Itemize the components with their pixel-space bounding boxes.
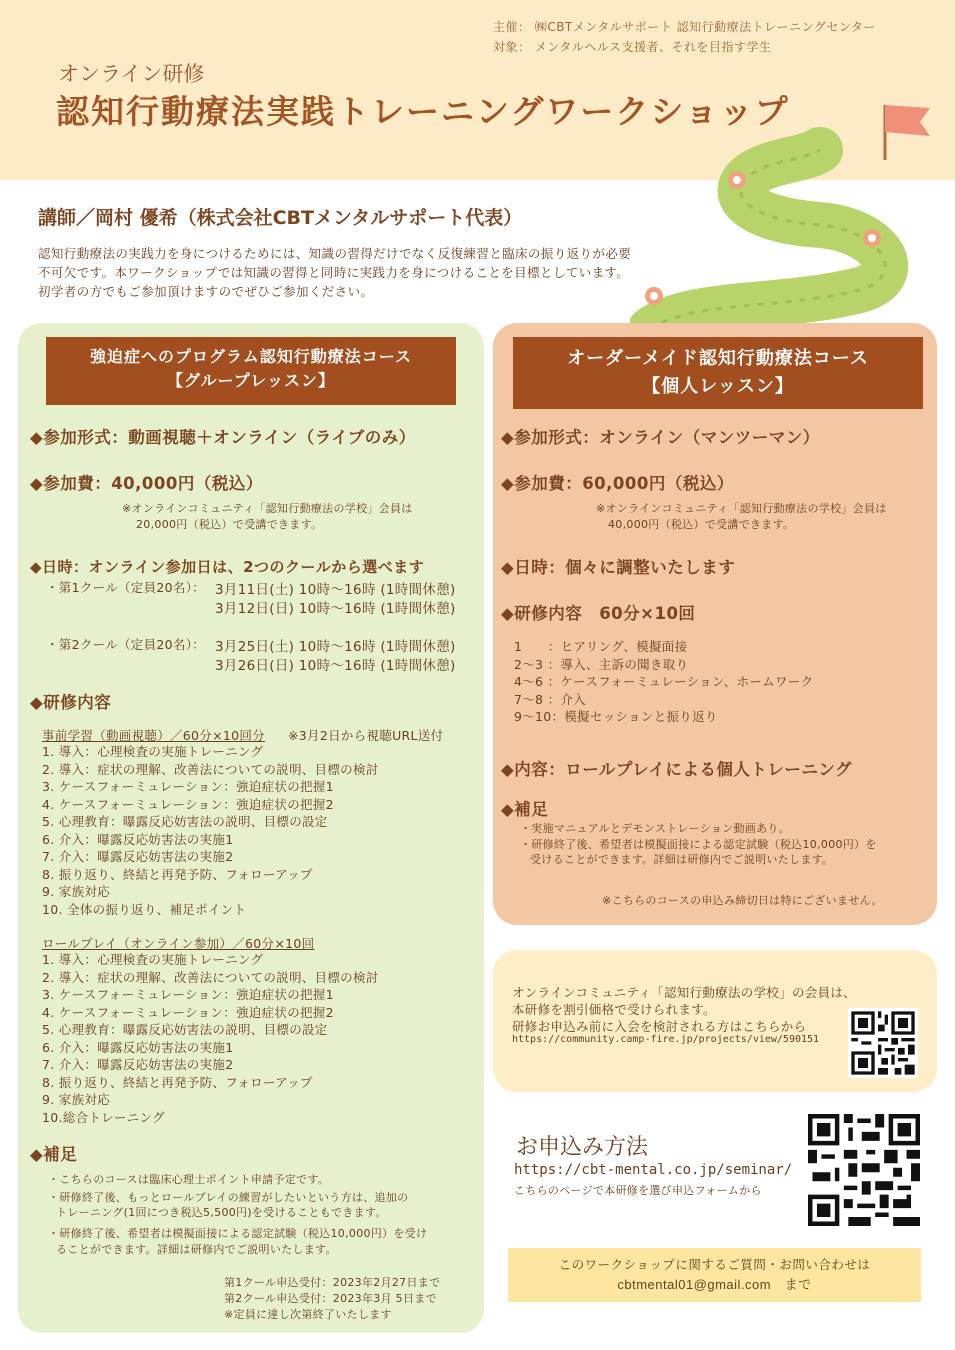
- banner-subtitle: 【個人レッスン】: [642, 376, 794, 397]
- contact-text: このワークショップに関するご質問・お問い合わせは: [558, 1257, 871, 1272]
- list-item: 10. 全体の振り返り、補足ポイント: [42, 901, 247, 917]
- apply-heading: お申込み方法: [516, 1135, 649, 1160]
- list-item: 4. ケースフォーミュレーション：強迫症状の把握2: [42, 1004, 334, 1020]
- fee-text: ◆参加費：40,000円（税込）: [30, 474, 263, 493]
- fee-text: ◆参加費：60,000円（税込）: [501, 474, 734, 493]
- content-detail: ◆内容：ロールプレイによる個人トレーニング: [501, 760, 853, 779]
- contact-email[interactable]: cbtmental01@gmail.com まで: [617, 1277, 812, 1292]
- supplement-text: ・こちらのコースは臨床心理士ポイント申請予定です。: [48, 1173, 330, 1186]
- community-text: 研修お申込み前に入会を検討される方はこちらから: [512, 1019, 807, 1034]
- audience-text: 対象： メンタルヘルス支援者、それを目指す学生: [493, 40, 772, 54]
- deadline-note: ※定員に達し次第終了いたします: [224, 1308, 392, 1321]
- pre-study-heading: 事前学習（動画視聴）／60分×10回分: [42, 728, 265, 743]
- qr-code-icon[interactable]: [848, 1008, 918, 1078]
- deadline-note: ※こちらのコースの申込み締切日は特にございません。: [602, 894, 883, 907]
- pre-study-list: [42, 743, 379, 918]
- supplement-text: ることができます。詳細は研修内でご説明いたします。: [56, 1243, 337, 1256]
- list-item: 8. 振り返り、終結と再発予防、フォローアップ: [42, 866, 313, 882]
- list-item: 8. 振り返り、終結と再発予防、フォローアップ: [42, 1074, 313, 1090]
- date-text: ◆日時：個々に調整いたします: [501, 558, 736, 577]
- winding-road-illustration: [630, 100, 930, 330]
- supplement-text: ・研修終了後、希望者は模擬面接による認定試験（税込10,000円）を: [520, 838, 877, 851]
- content-list: [514, 638, 813, 726]
- community-text: オンラインコミュニティ「認知行動療法の学校」の会員は、: [512, 985, 856, 1000]
- cool1-day1: 3月11日(土) 10時〜16時 (1時間休憩): [215, 582, 456, 598]
- supplement-text: 受けることができます。詳細は研修内でご説明いたします。: [530, 853, 834, 866]
- list-item: 9. 家族対応: [42, 1092, 110, 1107]
- page-subtitle: オンライン研修: [58, 62, 205, 86]
- list-item: 1. 導入：心理検査の実施トレーニング: [42, 952, 264, 967]
- roleplay-heading: ロールプレイ（オンライン参加）／60分×10回: [42, 936, 315, 951]
- deadline-text: 第1クール申込受付：2023年2月27日まで: [224, 1276, 441, 1289]
- banner-title: 強迫症へのプログラム認知行動療法コース: [89, 347, 413, 366]
- pin-icon: [728, 171, 746, 189]
- flag-icon: [885, 105, 930, 136]
- list-item: 9. 家族対応: [42, 884, 110, 899]
- banner-subtitle: 【グループレッスン】: [167, 371, 335, 390]
- apply-note: こちらのページで本研修を選び申込フォームから: [514, 1184, 762, 1197]
- list-item: 3. ケースフォーミュレーション：強迫症状の把握1: [42, 987, 334, 1002]
- supplement-heading: ◆補足: [501, 800, 549, 819]
- group-course-banner: [46, 337, 456, 405]
- supplement-heading: ◆補足: [30, 1145, 78, 1164]
- individual-course-banner: [513, 337, 923, 409]
- supplement-text: ・研修終了後、希望者は模擬面接による認定試験（税込10,000円）を受け: [48, 1227, 428, 1240]
- list-item: 7. 介入：曝露反応妨害法の実施2: [42, 849, 234, 864]
- fee-note: ※オンラインコミュニティ「認知行動療法の学校」会員は: [122, 502, 413, 515]
- pre-study-note: ※3月2日から視聴URL送付: [288, 728, 444, 743]
- list-item: 7〜8 ：介入: [514, 691, 586, 707]
- organizer-text: 主催： ㈱CBTメンタルサポート 認知行動療法トレーニングセンター: [493, 20, 876, 34]
- list-item: 5. 心理教育：曝露反応妨害法の説明、目標の設定: [42, 1022, 328, 1037]
- list-item: 1. 導入：心理検査の実施トレーニング: [42, 744, 264, 759]
- list-item: 10.総合トレーニング: [42, 1109, 165, 1125]
- supplement-text: トレーニング(1回につき税込5,500円)を受けることもできます。: [56, 1206, 387, 1219]
- cool1-day2: 3月12日(日) 10時〜16時 (1時間休憩): [215, 601, 456, 617]
- list-item: 2. 導入：症状の理解、改善法についての説明、目標の検討: [42, 761, 379, 777]
- list-item: 7. 介入：曝露反応妨害法の実施2: [42, 1057, 234, 1072]
- supplement-text: ・実施マニュアルとデモンストレーション動画あり。: [520, 822, 790, 835]
- list-item: 2. 導入：症状の理解、改善法についての説明、目標の検討: [42, 969, 379, 985]
- content-heading: ◆研修内容 60分×10回: [501, 604, 696, 623]
- pin-icon: [645, 287, 663, 305]
- fee-note: 20,000円（税込）で受講できます。: [136, 518, 323, 531]
- list-item: 4. ケースフォーミュレーション：強迫症状の把握2: [42, 796, 334, 812]
- qr-code-icon[interactable]: [808, 1114, 920, 1226]
- fee-note: 40,000円（税込）で受講できます。: [608, 518, 795, 531]
- format-text: ◆参加形式：動画視聴＋オンライン（ライブのみ）: [30, 428, 416, 447]
- contact-box: [508, 1248, 921, 1302]
- roleplay-list: [42, 951, 379, 1126]
- supplement-text: ・研修終了後、もっとロールプレイの練習がしたいという方は、追加の: [48, 1191, 409, 1204]
- list-item: 6. 介入：曝露反応妨害法の実施1: [42, 831, 234, 847]
- cool2-day2: 3月26日(日) 10時〜16時 (1時間休憩): [215, 658, 456, 674]
- content-heading: ◆研修内容: [30, 693, 112, 712]
- intro-paragraph: 認知行動療法の実践力を身につけるためには、知識の習得だけでなく反復練習と臨床の振り返りが必要不可欠です。本ワークショップでは知識の習得と同時に実践力を身につけることを目標としています。初学者の方でもご参加頂けますのでぜひご参加ください。: [38, 246, 632, 299]
- list-item: 9〜10：模擬セッションと振り返り: [514, 709, 718, 724]
- format-text: ◆参加形式：オンライン（マンツーマン）: [501, 428, 820, 447]
- banner-title: オーダーメイド認知行動療法コース: [567, 348, 869, 369]
- date-heading: ◆日時：オンライン参加日は、2つのクールから選べます: [30, 558, 425, 576]
- pin-icon: [863, 229, 881, 247]
- cool2-label: ・第2クール（定員20名）：: [46, 637, 206, 652]
- community-text: 本研修を割引価格で受けられます。: [512, 1002, 716, 1017]
- fee-note: ※オンラインコミュニティ「認知行動療法の学校」会員は: [596, 502, 887, 515]
- deadline-text: 第2クール申込受付：2023年3月 5日まで: [224, 1292, 437, 1305]
- list-item: 3. ケースフォーミュレーション：強迫症状の把握1: [42, 779, 334, 794]
- page-title: 認知行動療法実践トレーニングワークショップ: [56, 92, 790, 131]
- apply-link[interactable]: https://cbt-mental.co.jp/seminar/: [514, 1162, 793, 1178]
- cool2-day1: 3月25日(土) 10時〜16時 (1時間休憩): [215, 639, 456, 655]
- community-link[interactable]: https://community.camp-fire.jp/projects/view/590151: [512, 1034, 820, 1045]
- list-item: 1 ：ヒアリング、模擬面接: [514, 639, 688, 654]
- instructor-name: 講師／岡村 優希（株式会社CBTメンタルサポート代表）: [38, 207, 523, 229]
- list-item: 2〜3 ：導入、主訴の聞き取り: [514, 656, 689, 672]
- cool1-label: ・第1クール（定員20名）：: [46, 580, 206, 595]
- list-item: 6. 介入：曝露反応妨害法の実施1: [42, 1039, 234, 1055]
- list-item: 5. 心理教育：曝露反応妨害法の説明、目標の設定: [42, 814, 328, 829]
- list-item: 4〜6 ：ケースフォーミュレーション、ホームワーク: [514, 674, 814, 689]
